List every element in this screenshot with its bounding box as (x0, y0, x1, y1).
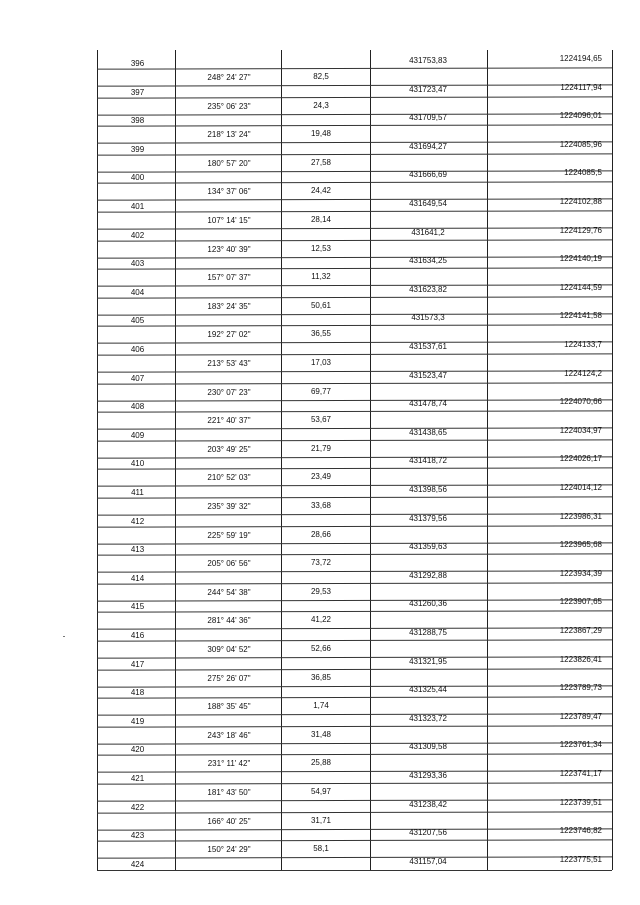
coordinate-x: 431359,63 (409, 542, 447, 551)
segment-length: 24,42 (310, 186, 332, 195)
coordinate-x: 431694,27 (409, 142, 447, 151)
direction-angle: 221° 40' 37" (207, 416, 251, 425)
direction-angle: 192° 27' 02" (207, 330, 251, 339)
direction-angle: 181° 43' 50" (207, 788, 251, 797)
point-number: 411 (131, 488, 144, 497)
point-number: 420 (130, 745, 145, 754)
point-number: 418 (130, 688, 145, 697)
coordinate-y: 1224117,94 (560, 83, 602, 92)
point-number: 397 (130, 88, 145, 97)
direction-angle: 231° 11' 42" (207, 759, 251, 768)
point-number: 416 (130, 631, 145, 640)
coordinate-y: 1224140,19 (559, 254, 602, 263)
coordinate-x: 431723,47 (409, 85, 447, 94)
point-number: 414 (130, 574, 145, 583)
direction-angle: 166° 40' 25" (207, 817, 251, 826)
direction-angle: 134° 37' 06" (207, 187, 251, 196)
coordinate-x: 431323,72 (409, 714, 447, 723)
segment-length: 24,3 (313, 101, 329, 110)
point-number: 396 (130, 59, 145, 68)
point-number: 422 (130, 803, 145, 812)
direction-angle: 203° 49' 25" (207, 445, 251, 454)
coordinate-y: 1224141,58 (559, 311, 602, 320)
coordinate-y: 1223867,29 (559, 626, 602, 635)
column-border (281, 50, 282, 870)
direction-angle: 218° 13' 24" (207, 130, 251, 139)
point-number: 424 (130, 860, 145, 869)
coordinate-y: 1223789,73 (559, 683, 602, 692)
segment-length: 29,53 (310, 587, 332, 596)
coordinate-x: 431537,61 (409, 342, 447, 351)
coordinate-y: 1223789,47 (559, 712, 602, 721)
coordinate-y: 1223965,68 (559, 540, 602, 549)
direction-angle: 157° 07' 37" (207, 273, 251, 282)
point-number: 403 (130, 259, 145, 268)
coordinate-y: 1223741,17 (559, 769, 602, 778)
segment-length: 19,48 (310, 129, 332, 138)
segment-length: 54,97 (310, 787, 332, 796)
segment-length: 52,66 (310, 644, 332, 653)
point-number: 401 (130, 202, 145, 211)
segment-length: 31,71 (310, 816, 332, 825)
column-border (175, 50, 176, 870)
coordinate-y: 1224034,97 (559, 426, 602, 435)
segment-length: 27,58 (310, 158, 332, 167)
segment-length: 50,61 (310, 301, 332, 310)
coordinate-y: 1223907,65 (559, 597, 602, 606)
coordinate-y: 1224096,01 (559, 111, 602, 120)
coordinate-y: 1223746,82 (559, 826, 602, 835)
direction-angle: 183° 24' 35" (207, 302, 251, 311)
column-border (370, 50, 371, 870)
coordinate-y: 1224070,66 (559, 397, 602, 406)
coordinate-y: 1224014,12 (559, 483, 602, 492)
coordinate-x: 431309,58 (409, 742, 447, 751)
coordinate-y: 1224124,2 (564, 369, 602, 378)
coordinate-x: 431666,69 (409, 170, 447, 179)
point-number: 399 (130, 145, 145, 154)
segment-length: 31,48 (310, 730, 332, 739)
point-number: 413 (130, 545, 145, 554)
coordinate-y: 1224133,7 (564, 340, 602, 349)
point-number: 423 (130, 831, 145, 840)
coordinate-y: 1223826,41 (559, 655, 602, 664)
segment-length: 23,49 (310, 472, 332, 481)
coordinate-x: 431573,3 (411, 313, 445, 322)
direction-angle: 275° 26' 07" (207, 674, 251, 683)
column-border (612, 50, 613, 870)
coordinate-x: 431293,36 (409, 771, 447, 780)
coordinate-x: 431623,82 (409, 285, 447, 294)
point-number: 412 (130, 517, 145, 526)
direction-angle: 243° 18' 46" (207, 731, 251, 740)
segment-length: 28,66 (310, 530, 332, 539)
direction-angle: 180° 57' 20" (207, 159, 251, 168)
direction-angle: 225° 59' 19" (207, 531, 251, 540)
point-number: 406 (130, 345, 145, 354)
direction-angle: 123° 40' 39" (207, 245, 251, 254)
direction-angle: 210° 52' 03" (207, 473, 251, 482)
segment-length: 12,53 (310, 244, 332, 253)
coordinate-x: 431292,88 (409, 571, 447, 580)
coordinate-y: 1224026,17 (559, 454, 602, 463)
coordinate-y: 1224194,65 (559, 54, 602, 63)
coordinate-x: 431709,57 (409, 113, 447, 122)
coordinate-x: 431753,83 (409, 56, 447, 65)
coordinate-x: 431260,36 (409, 599, 447, 608)
segment-length: 53,67 (310, 415, 332, 424)
row-border (97, 870, 612, 871)
direction-angle: 248° 24' 27" (207, 73, 251, 82)
coordinate-y: 1223934,39 (559, 569, 602, 578)
point-number: 407 (130, 374, 145, 383)
coordinate-x: 431207,56 (409, 828, 447, 837)
segment-length: 36,85 (310, 673, 332, 682)
segment-length: 73,72 (310, 558, 332, 567)
direction-angle: 188° 35' 45" (207, 702, 251, 711)
segment-length: 1,74 (313, 701, 329, 710)
coordinate-y: 1224129,76 (559, 226, 602, 235)
direction-angle: 205° 06' 56" (207, 559, 251, 568)
coordinate-y: 1224085,5 (564, 168, 602, 177)
point-number: 419 (130, 717, 145, 726)
point-number: 404 (130, 288, 145, 297)
coordinate-x: 431325,44 (409, 685, 447, 694)
point-number: 400 (130, 173, 145, 182)
point-number: 410 (130, 459, 145, 468)
segment-length: 82,5 (313, 72, 329, 81)
coordinate-y: 1223986,31 (559, 512, 602, 521)
coordinate-y: 1224144,59 (559, 283, 602, 292)
coordinate-x: 431634,25 (409, 256, 447, 265)
coordinate-x: 431478,74 (409, 399, 447, 408)
coordinate-y: 1223739,51 (559, 798, 602, 807)
point-number: 402 (130, 231, 145, 240)
coordinate-x: 431523,47 (409, 371, 447, 380)
segment-length: 33,68 (310, 501, 332, 510)
point-number: 409 (130, 431, 145, 440)
segment-length: 21,79 (310, 444, 332, 453)
point-number: 408 (130, 402, 145, 411)
coordinate-y: 1223761,34 (559, 740, 602, 749)
segment-length: 69,77 (310, 387, 332, 396)
segment-length: 36,55 (310, 329, 332, 338)
point-number: 415 (130, 602, 145, 611)
segment-length: 11,32 (311, 272, 331, 281)
direction-angle: 150° 24' 29" (207, 845, 251, 854)
segment-length: 58,1 (313, 844, 329, 853)
coordinate-y: 1224085,96 (559, 140, 602, 149)
column-border (487, 50, 488, 870)
segment-length: 17,03 (310, 358, 332, 367)
column-border (97, 50, 98, 870)
point-number: 405 (130, 316, 145, 325)
scan-speck (63, 636, 65, 637)
point-number: 417 (130, 660, 145, 669)
segment-length: 25,88 (310, 758, 332, 767)
coordinate-y: 1223775,51 (559, 855, 602, 864)
coordinate-x: 431398,56 (409, 485, 447, 494)
point-number: 398 (130, 116, 145, 125)
segment-length: 41,22 (310, 615, 332, 624)
direction-angle: 235° 39' 32" (207, 502, 251, 511)
coordinate-x: 431418,72 (409, 456, 447, 465)
direction-angle: 213° 53' 43" (207, 359, 251, 368)
coordinate-x: 431321,95 (409, 657, 447, 666)
point-number: 421 (130, 774, 145, 783)
coordinate-x: 431238,42 (409, 800, 447, 809)
direction-angle: 230° 07' 23" (207, 388, 251, 397)
direction-angle: 244° 54' 38" (207, 588, 251, 597)
coordinate-y: 1224102,88 (559, 197, 602, 206)
coordinate-x: 431288,75 (409, 628, 447, 637)
coordinate-x: 431157,04 (409, 857, 447, 866)
direction-angle: 309° 04' 52" (207, 645, 251, 654)
direction-angle: 107° 14' 15" (207, 216, 251, 225)
direction-angle: 235° 06' 23" (207, 102, 251, 111)
segment-length: 28,14 (310, 215, 332, 224)
coordinate-x: 431438,65 (409, 428, 447, 437)
coordinate-x: 431641,2 (411, 228, 445, 237)
coordinate-x: 431379,56 (409, 514, 447, 523)
direction-angle: 281° 44' 36" (207, 616, 251, 625)
coordinate-x: 431649,54 (409, 199, 447, 208)
